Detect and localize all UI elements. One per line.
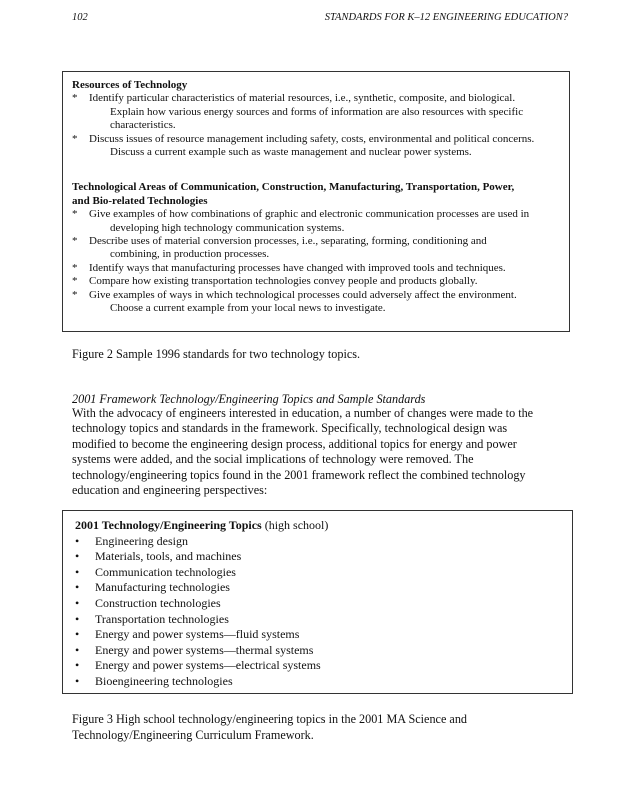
standard-item [72, 208, 561, 235]
topic-label: Communication technologies [95, 564, 236, 579]
topic-label: Manufacturing technologies [95, 580, 230, 595]
standard-line: Discuss issues of resource management including safety, costs, environmental and political concerns. [89, 132, 535, 145]
paragraph-line: technology/engineering topics found in the 2001 framework reflect the combined technology [72, 467, 526, 482]
caption-line: Figure 3 High school technology/engineering topics in the 2001 MA Science and [72, 712, 468, 726]
standard-item [72, 133, 561, 160]
topic-item [75, 565, 572, 581]
topics-title-bold: 2001 Technology/Engineering Topics [75, 518, 262, 532]
standard-item [72, 289, 561, 316]
asterisk-marker: * [72, 208, 78, 221]
topic-label: Energy and power systems—thermal systems [95, 642, 314, 657]
topic-item [75, 580, 572, 596]
topic-item [75, 674, 572, 690]
asterisk-marker: * [72, 92, 78, 105]
bullet-icon: • [75, 595, 80, 610]
page-number: 102 [72, 12, 88, 23]
paragraph-line: systems were added, and the social implications of technology were removed. The [72, 452, 474, 467]
standard-line: Give examples of how combinations of graphic and electronic communication processes are used in [89, 208, 530, 221]
topic-item [75, 612, 572, 628]
resources-heading: Resources of Technology [72, 79, 188, 91]
topic-label: Energy and power systems—fluid systems [95, 627, 300, 642]
bullet-icon: • [75, 549, 80, 564]
bullet-icon: • [75, 533, 80, 548]
running-title: STANDARDS FOR K–12 ENGINEERING EDUCATION? [324, 12, 568, 23]
standard-line: Compare how existing transportation technologies convey people and products globally. [89, 275, 478, 288]
resources-list [72, 92, 561, 159]
figure-3-caption [72, 712, 467, 743]
paragraph-line: technology topics and standards in the framework. Specifically, technological design was [72, 421, 508, 436]
paragraph-line: modified to become the engineering design process, additional topics for energy and power [72, 436, 517, 451]
bullet-icon: • [75, 580, 80, 595]
figure-2-caption: Figure 2 Sample 1996 standards for two technology topics. [72, 347, 361, 361]
bullet-icon: • [75, 642, 80, 657]
areas-heading-line2: and Bio-related Technologies [72, 194, 208, 207]
bullet-icon: • [75, 611, 80, 626]
standard-line: Identify particular characteristics of material resources, i.e., synthetic, composite, and biological. [89, 92, 516, 105]
topics-title [75, 518, 572, 534]
topic-label: Bioengineering technologies [95, 673, 233, 688]
bullet-icon: • [75, 673, 80, 688]
topic-item [75, 596, 572, 612]
topic-item [75, 549, 572, 565]
bullet-icon: • [75, 564, 80, 579]
section-title: 2001 Framework Technology/Engineering Topics and Sample Standards [72, 392, 426, 406]
areas-list [72, 208, 561, 315]
standard-item [72, 92, 561, 132]
asterisk-marker: * [72, 132, 78, 145]
standard-item [72, 275, 561, 288]
bullet-icon: • [75, 627, 80, 642]
figure-2-box [62, 71, 570, 332]
figure-3-box [62, 510, 573, 694]
standard-line: developing high technology communication systems. [110, 221, 345, 234]
standard-line: characteristics. [110, 119, 176, 132]
asterisk-marker: * [72, 261, 78, 274]
asterisk-marker: * [72, 275, 78, 288]
topic-label: Energy and power systems—electrical systems [95, 658, 321, 673]
topic-item [75, 643, 572, 659]
standard-line: Identify ways that manufacturing processes have changed with improved tools and techniques. [89, 261, 506, 274]
bullet-icon: • [75, 658, 80, 673]
standard-line: Give examples of ways in which technological processes could adversely affect the environment. [89, 288, 517, 301]
section-paragraph [72, 406, 572, 498]
topic-label: Construction technologies [95, 595, 221, 610]
topic-item [75, 658, 572, 674]
asterisk-marker: * [72, 288, 78, 301]
topics-title-suffix: (high school) [261, 518, 329, 532]
topics-list [75, 534, 572, 690]
topic-item [75, 627, 572, 643]
asterisk-marker: * [72, 235, 78, 248]
running-header [72, 12, 568, 23]
topic-item [75, 534, 572, 550]
standard-line: Choose a current example from your local news to investigate. [110, 302, 386, 315]
paragraph-line: With the advocacy of engineers interested in education, a number of changes were made to the [72, 406, 534, 420]
standard-line: Explain how various energy sources and forms of information are also resources with specific [110, 105, 524, 118]
standard-line: Describe uses of material conversion processes, i.e., separating, forming, conditioning and [89, 235, 487, 248]
areas-heading-line1: Technological Areas of Communication, Construction, Manufacturing, Transportation, Power, [72, 181, 515, 194]
topic-label: Engineering design [95, 533, 188, 548]
standard-item [72, 262, 561, 275]
standard-line: combining, in production processes. [110, 248, 270, 261]
paragraph-line: education and engineering perspectives: [72, 483, 268, 498]
topic-label: Transportation technologies [95, 611, 229, 626]
standard-item [72, 235, 561, 262]
topic-label: Materials, tools, and machines [95, 549, 242, 564]
standard-line: Discuss a current example such as waste management and nuclear power systems. [110, 146, 472, 159]
caption-line: Technology/Engineering Curriculum Framework. [72, 727, 314, 742]
